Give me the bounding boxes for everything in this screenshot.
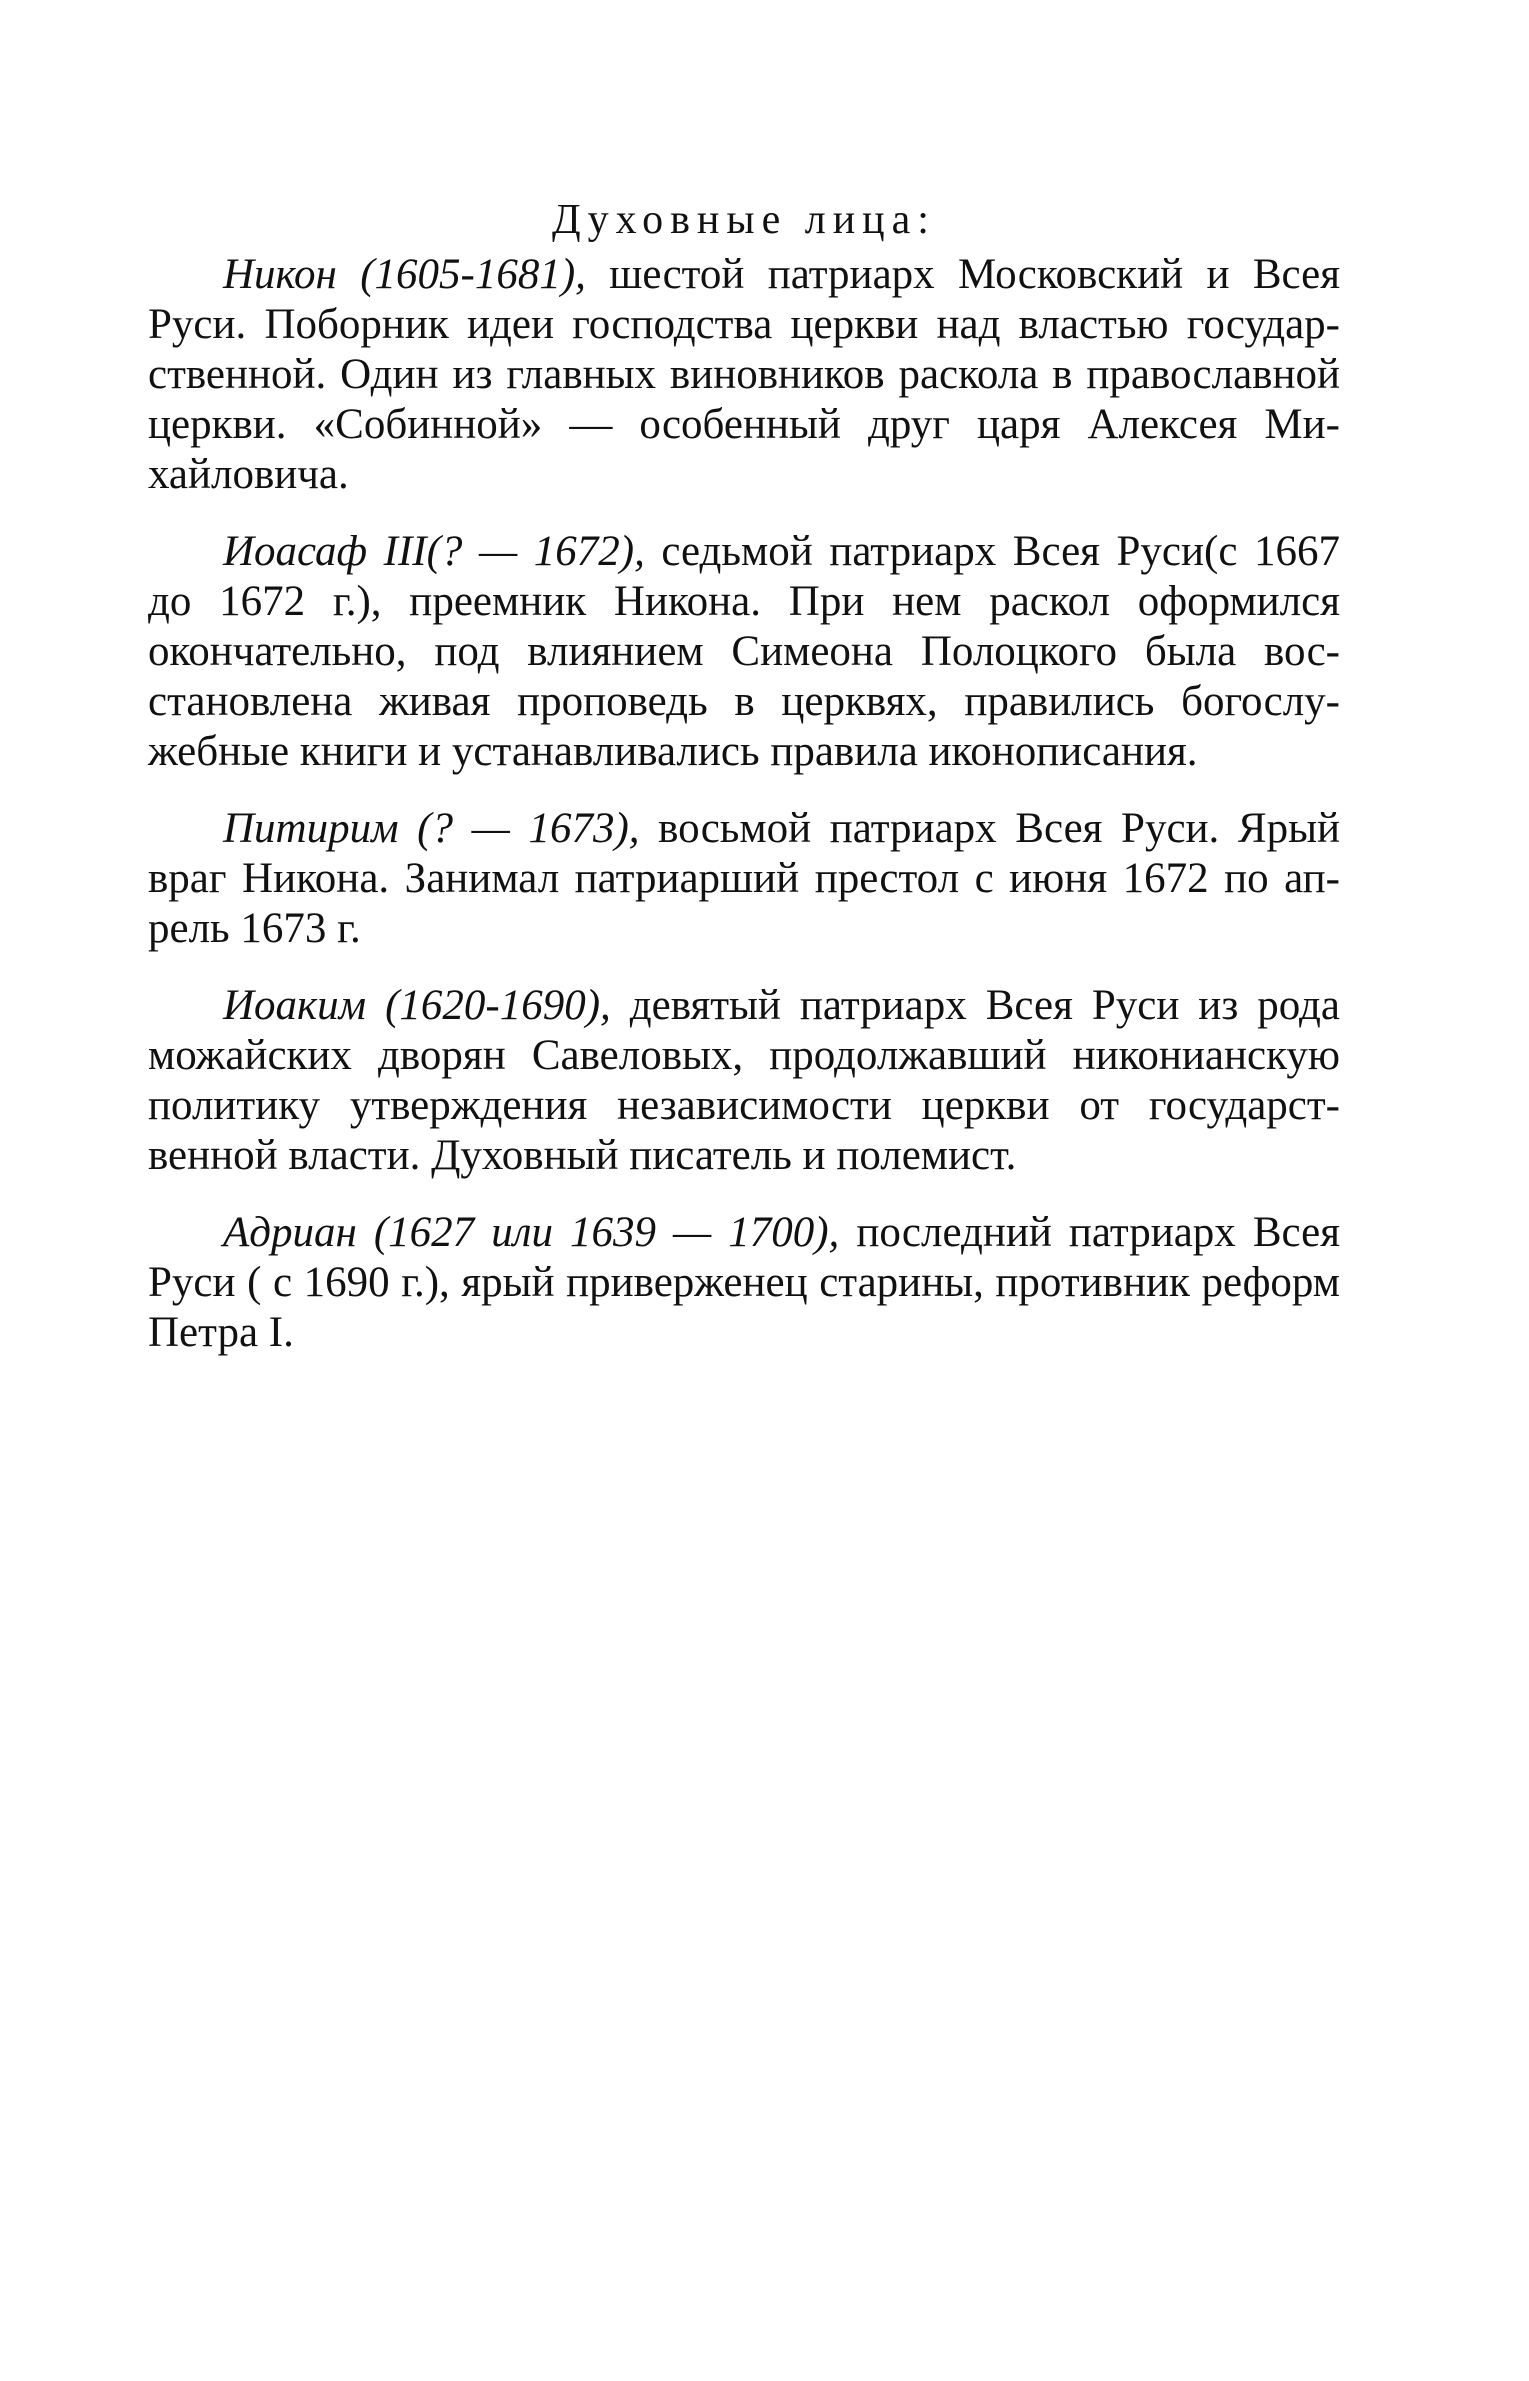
section-heading: Духовные лица: xyxy=(552,197,936,243)
entry-text: последний патриарх Всея Руси ( с 1690 г.), ярый приверженец старины, противник реформ Петра I. xyxy=(148,1209,1340,1356)
entry-name: Адриан (1627 или 1639 — 1700), xyxy=(223,1209,840,1256)
entry-text: девятый патриарх Всея Руси из рода можайских дворян Савеловых, продолжавший никонианскую политику утверждения независимости церкви от государственной власти. Духовный писатель и полемист. xyxy=(148,982,1340,1179)
entry-nikon xyxy=(148,250,1340,500)
entry-adrian xyxy=(148,1208,1340,1358)
entry-text: шестой патриарх Московский и Всея Руси. Поборник идеи господства церкви над властью государственной. Один из главных виновников раскола в православной церкви. «Собинной» — особенный друг царя Алексея Михайловича. xyxy=(148,251,1340,498)
entry-name: Иоасаф III(? — 1672), xyxy=(223,528,645,575)
entry-text: седьмой патриарх Всея Руси(с 1667 до 1672 г.), преемник Никона. При нем раскол оформился окончательно, под влиянием Симеона Полоцкого была восстановлена живая проповедь в церквях, правились богослужебные книги и устанавливались правила иконописания. xyxy=(148,528,1340,775)
entry-name: Никон (1605-1681), xyxy=(223,251,586,298)
entry-name: Иоаким (1620-1690), xyxy=(223,982,611,1029)
entry-pitirim xyxy=(148,804,1340,954)
entry-ioakim xyxy=(148,981,1340,1181)
document-page xyxy=(148,194,1340,1385)
entry-ioasaf xyxy=(148,527,1340,777)
entry-name: Питирим (? — 1673), xyxy=(223,805,640,852)
entry-text: восьмой патриарх Всея Руси. Ярый враг Никона. Занимал патриарший престол с июня 1672 по апрель 1673 г. xyxy=(148,805,1341,952)
